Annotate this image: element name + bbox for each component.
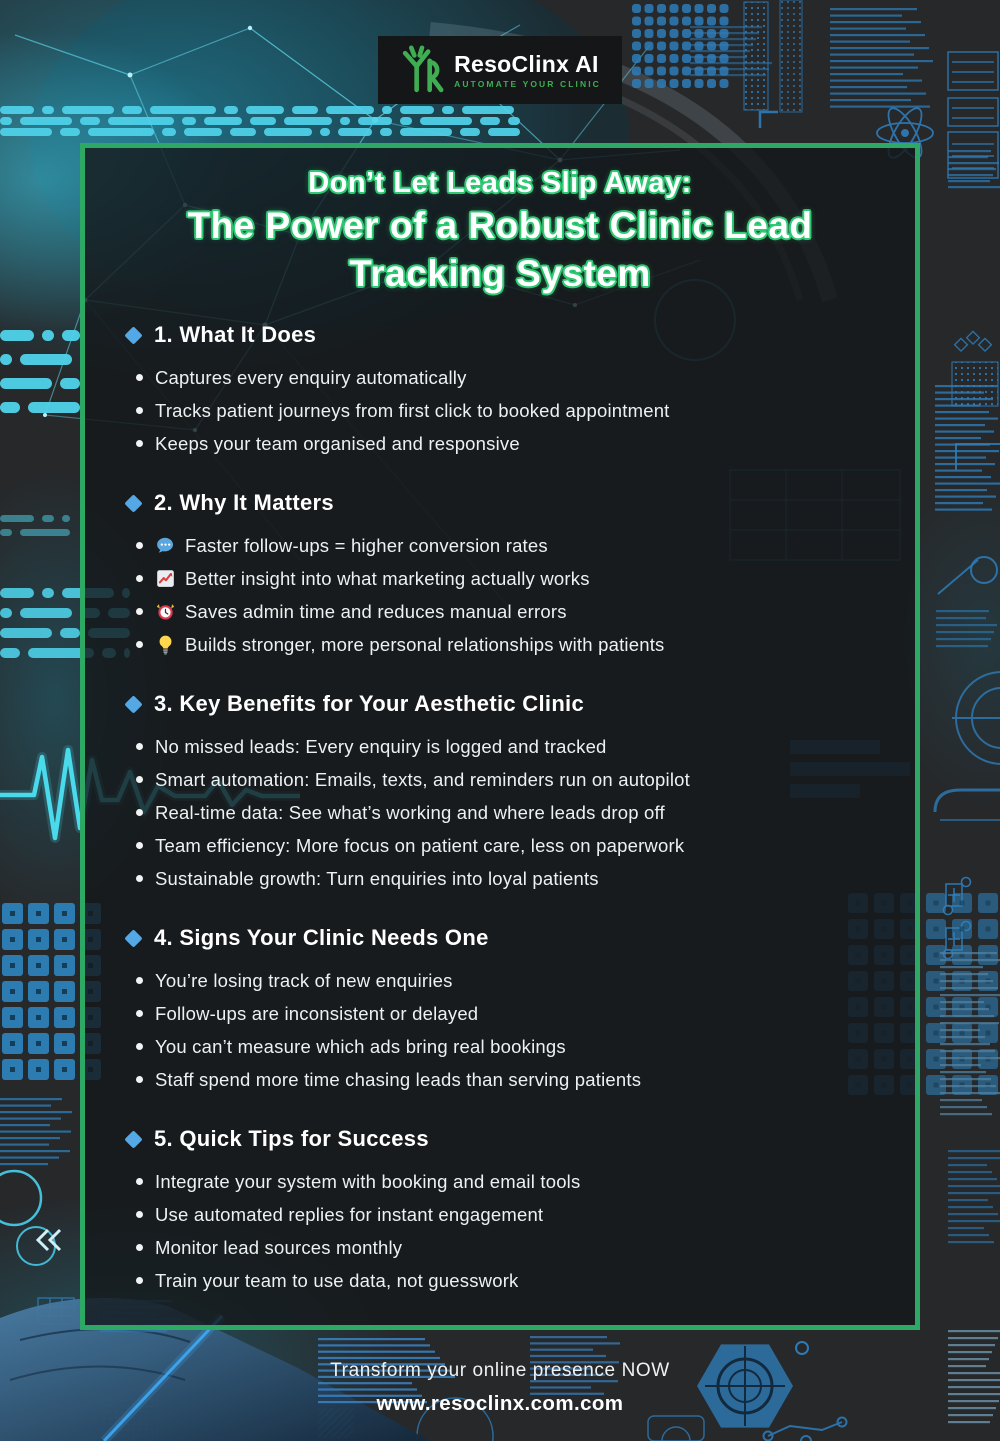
bullet-list <box>127 730 915 895</box>
list-item-text: Faster follow-ups = higher conversion rates <box>185 534 548 556</box>
bullet-list <box>127 964 915 1096</box>
list-item-text: Follow-ups are inconsistent or delayed <box>155 1002 479 1024</box>
bullet-list <box>127 361 915 460</box>
list-item-text: You’re losing track of new enquiries <box>155 969 453 991</box>
title-line-2: The Power of a Robust Clinic Lead <box>187 205 813 246</box>
list-item <box>127 1063 915 1096</box>
title-line-1: Don’t Let Leads Slip Away: <box>308 167 692 199</box>
section <box>127 691 915 895</box>
section <box>127 925 915 1096</box>
list-item-text: You can’t measure which ads bring real bookings <box>155 1035 566 1057</box>
diamond-bullet-icon <box>124 695 142 713</box>
section-heading <box>127 322 915 348</box>
list-item-text: Sustainable growth: Turn enquiries into loyal patients <box>155 867 599 889</box>
section <box>127 1126 915 1297</box>
list-item-text: Use automated replies for instant engagement <box>155 1203 544 1225</box>
chart-increasing-icon <box>155 568 176 589</box>
section-heading <box>127 490 915 516</box>
diamond-bullet-icon <box>124 326 142 344</box>
list-item-text: Integrate your system with booking and email tools <box>155 1170 581 1192</box>
list-item <box>127 730 915 763</box>
sections <box>85 322 915 1297</box>
list-item-text: Captures every enquiry automatically <box>155 366 467 388</box>
list-item-text: No missed leads: Every enquiry is logged and tracked <box>155 735 607 757</box>
list-item-text: Tracks patient journeys from first click to booked appointment <box>155 399 670 421</box>
list-item <box>127 1030 915 1063</box>
section-heading <box>127 925 915 951</box>
logo <box>378 36 622 104</box>
section-title: 4. Signs Your Clinic Needs One <box>154 925 489 950</box>
list-item-text: Saves admin time and reduces manual errors <box>185 600 567 622</box>
section-title: 1. What It Does <box>154 322 317 347</box>
list-item <box>127 796 915 829</box>
list-item <box>127 562 915 595</box>
list-item <box>127 1198 915 1231</box>
list-item-text: Smart automation: Emails, texts, and reminders run on autopilot <box>155 768 690 790</box>
bullet-list <box>127 529 915 661</box>
list-item <box>127 394 915 427</box>
light-bulb-icon <box>155 634 176 655</box>
title-line-3: Tracking System <box>349 253 651 294</box>
list-item <box>127 427 915 460</box>
section-title: 3. Key Benefits for Your Aesthetic Clinic <box>154 691 584 716</box>
list-item <box>127 1165 915 1198</box>
logo-monogram-icon <box>399 44 445 96</box>
bullet-list <box>127 1165 915 1297</box>
list-item-text: Staff spend more time chasing leads than serving patients <box>155 1068 642 1090</box>
section <box>127 322 915 460</box>
list-item <box>127 829 915 862</box>
diamond-bullet-icon <box>124 929 142 947</box>
list-item-text: Train your team to use data, not guesswork <box>155 1269 519 1291</box>
list-item <box>127 997 915 1030</box>
list-item-text: Monitor lead sources monthly <box>155 1236 403 1258</box>
brand-name: ResoClinx AI <box>454 50 599 77</box>
section <box>127 490 915 661</box>
section-title: 5. Quick Tips for Success <box>154 1126 429 1151</box>
list-item-text: Keeps your team organised and responsive <box>155 432 520 454</box>
list-item-text: Team efficiency: More focus on patient care, less on paperwork <box>155 834 685 856</box>
list-item-text: Real-time data: See what’s working and where leads drop off <box>155 801 665 823</box>
list-item <box>127 964 915 997</box>
brand-tagline: AUTOMATE YOUR CLINIC <box>454 78 601 89</box>
list-item <box>127 628 915 661</box>
diamond-bullet-icon <box>124 1130 142 1148</box>
alarm-clock-icon <box>155 601 176 622</box>
list-item <box>127 1264 915 1297</box>
list-item <box>127 529 915 562</box>
section-heading <box>127 691 915 717</box>
content-panel <box>80 143 920 1330</box>
list-item <box>127 862 915 895</box>
footer-cta: Transform your online presence NOW <box>330 1360 670 1381</box>
speech-balloon-icon <box>155 535 176 556</box>
section-title: 2. Why It Matters <box>154 490 334 515</box>
list-item <box>127 1231 915 1264</box>
list-item-text: Better insight into what marketing actually works <box>185 567 590 589</box>
diamond-bullet-icon <box>124 494 142 512</box>
section-heading <box>127 1126 915 1152</box>
poster-title <box>85 164 915 298</box>
list-item-text: Builds stronger, more personal relationships with patients <box>185 633 665 655</box>
footer-website: www.resoclinx.com.com <box>376 1392 624 1415</box>
list-item <box>127 361 915 394</box>
list-item <box>127 763 915 796</box>
list-item <box>127 595 915 628</box>
